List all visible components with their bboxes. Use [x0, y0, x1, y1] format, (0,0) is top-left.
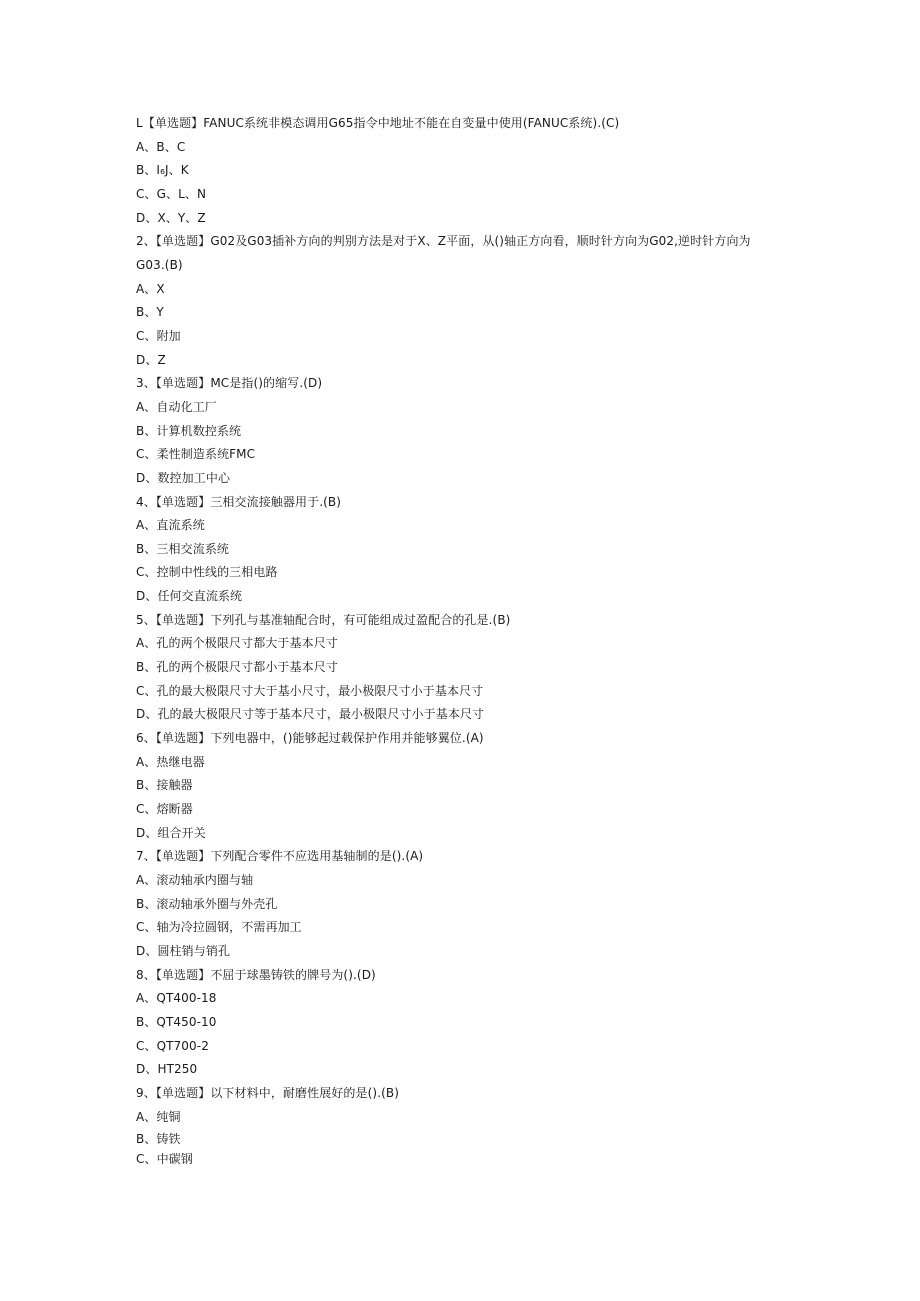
- question-9-option-a: A、纯铜: [136, 1109, 181, 1124]
- question-8-stem: 8、【单选题】不屈于球墨铸铁的牌号为().(D): [136, 967, 376, 982]
- question-5-stem: 5、【单选题】下列孔与基准轴配合时，有可能组成过盈配合的孔是.(B): [136, 612, 511, 627]
- question-list: [136, 112, 796, 1169]
- question-7-option-b: B、滚动轴承外圈与外壳孔: [136, 896, 278, 911]
- question-4-option-d: D、任何交直流系统: [136, 589, 243, 604]
- question-5-option-b: B、孔的两个极限尺寸都小于基本尺寸: [136, 660, 338, 675]
- question-9-option-b: B、铸铁: [136, 1132, 181, 1147]
- question-5-option-d: D、孔的最大极限尺寸等于基本尺寸，最小极限尺寸小于基本尺寸: [136, 707, 485, 722]
- question-1-option-b: B、I₆J、K: [136, 163, 189, 178]
- question-3-option-d: D、数控加工中心: [136, 470, 231, 485]
- question-2-option-d: D、Z: [136, 352, 166, 367]
- question-2-stem-continued: G03.(B): [136, 257, 183, 272]
- question-7-option-a: A、滚动轴承内圈与轴: [136, 873, 254, 887]
- question-6-option-c: C、熔断器: [136, 802, 193, 817]
- question-5-option-a: A、孔的两个极限尺寸都大于基本尺寸: [136, 636, 338, 651]
- question-2-stem: 2、【单选题】G02及G03插补方向的判别方法是对于X、Z平面，从()轴正方向看，顺时针方向为G02,逆时针方向为: [136, 234, 751, 249]
- question-6-option-d: D、组合开关: [136, 825, 206, 840]
- question-6-stem: 6、【单选题】下列电器中，()能够起过载保护作用并能够翼位.(A): [136, 731, 484, 746]
- question-4-option-a: A、直流系统: [136, 518, 205, 533]
- question-9-stem: 9、【单选题】以下材料中，耐磨性展好的是().(B): [136, 1085, 400, 1100]
- question-8-option-b: B、QT450-10: [136, 1014, 217, 1029]
- question-8-option-c: C、QT700-2: [136, 1038, 209, 1053]
- question-8-option-d: D、HT250: [136, 1062, 198, 1077]
- question-1-option-d: D、X、Y、Z: [136, 210, 206, 225]
- question-3-stem: 3、【单选题】MC是指()的缩写.(D): [136, 376, 323, 391]
- question-7-stem: 7、【单选题】下列配合零件不应选用基轴制的是().(A): [136, 849, 424, 864]
- question-4-option-b: B、三相交流系统: [136, 541, 230, 556]
- question-2-option-c: C、附加: [136, 328, 181, 343]
- question-3-option-a: A、自动化工厂: [136, 399, 217, 414]
- question-6-option-b: B、接触器: [136, 778, 193, 793]
- question-4-stem: 4、【单选题】三相交流接触器用于.(B): [136, 494, 342, 509]
- question-3-option-b: B、计算机数控系统: [136, 423, 242, 438]
- question-6-option-a: A、热继电器: [136, 754, 205, 769]
- question-7-option-d: D、圆柱销与销孔: [136, 943, 231, 958]
- question-1-stem: L【单选题】FANUC系统非模态调用G65指令中地址不能在自变量中使用(FANUC系统).(C): [136, 116, 620, 130]
- question-1-option-c: C、G、L、N: [136, 186, 207, 201]
- question-1-option-a: A、B、C: [136, 139, 186, 154]
- question-9-option-c: C、中碳钢: [136, 1152, 193, 1167]
- question-8-option-a: A、QT400-18: [136, 991, 217, 1006]
- question-3-option-c: C、柔性制造系统FMC: [136, 447, 256, 462]
- question-4-option-c: C、控制中性线的三相电路: [136, 565, 278, 580]
- question-5-option-c: C、孔的最大极限尺寸大于基小尺寸，最小极限尺寸小于基本尺寸: [136, 683, 484, 698]
- question-7-option-c: C、轴为冷拉圆钢，不需再加工: [136, 920, 302, 935]
- question-2-option-a: A、X: [136, 281, 165, 296]
- question-2-option-b: B、Y: [136, 305, 164, 320]
